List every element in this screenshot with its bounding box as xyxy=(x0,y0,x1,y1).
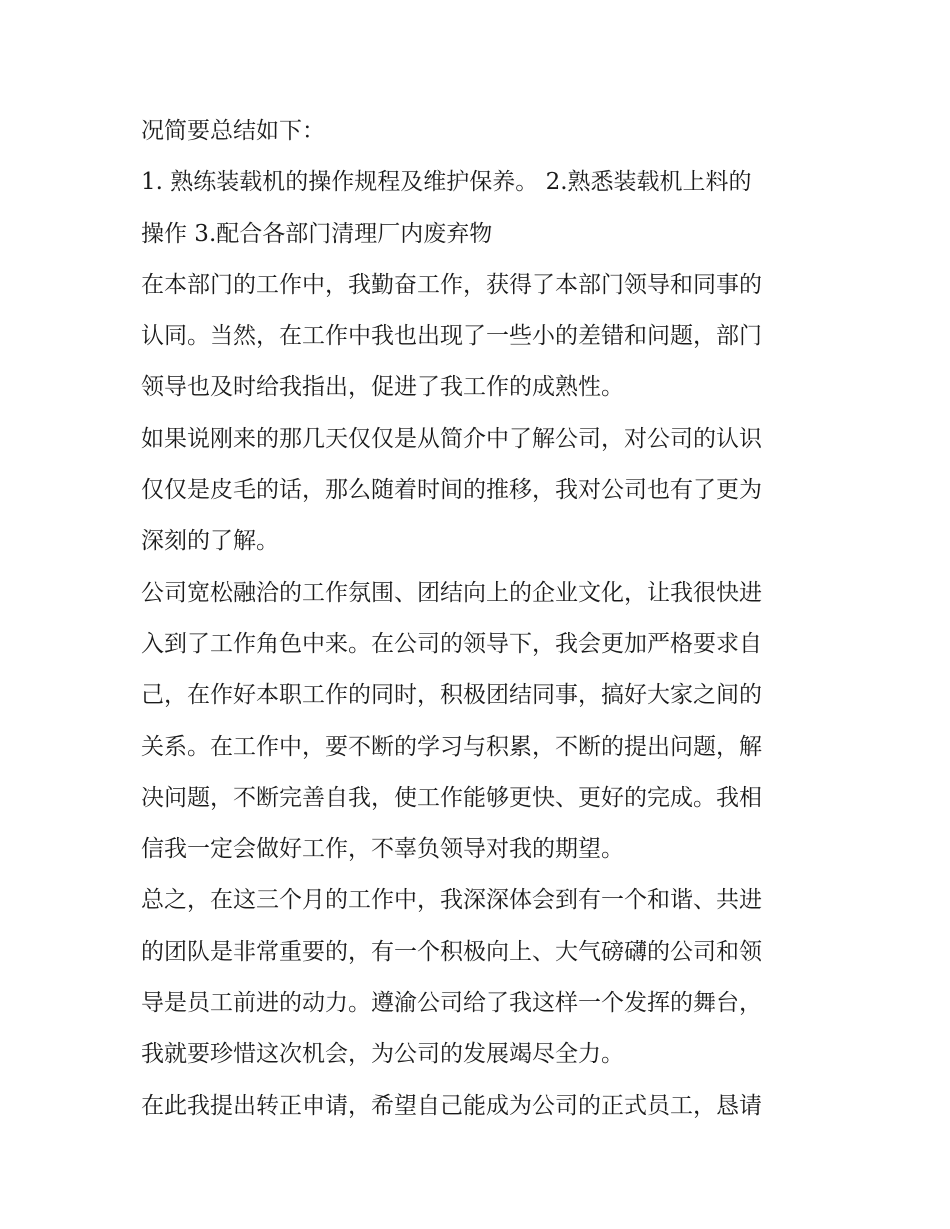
text-line: 领导也及时给我指出，促进了我工作的成熟性。 xyxy=(141,374,624,401)
text-line: 况简要总结如下： xyxy=(141,118,325,144)
text-line: 如果说刚来的那几天仅仅是从简介中了解公司，对公司的认识 xyxy=(141,425,762,452)
text-line: 我就要珍惜这次机会，为公司的发展竭尽全力。 xyxy=(141,1041,624,1068)
text-line: 入到了工作角色中来。在公司的领导下，我会更加严格要求自 xyxy=(141,630,762,657)
text-line: 导是员工前进的动力。遵渝公司给了我这样一个发挥的舞台， xyxy=(141,990,762,1017)
text-line: 决问题，不断完善自我，使工作能够更快、更好的完成。我相 xyxy=(141,784,762,811)
text-line: 在此我提出转正申请，希望自己能成为公司的正式员工，恳请 xyxy=(141,1092,762,1119)
text-line: 公司宽松融洽的工作氛围、团结向上的企业文化，让我很快进 xyxy=(141,579,762,606)
text-line: 在本部门的工作中，我勤奋工作，获得了本部门领导和同事的 xyxy=(141,271,762,298)
text-line: 1. 熟练装载机的操作规程及维护保养。 2.熟悉装载机上料的 xyxy=(141,169,752,196)
text-line: 认同。当然，在工作中我也出现了一些小的差错和问题，部门 xyxy=(141,323,762,350)
text-line: 的团队是非常重要的，有一个积极向上、大气磅礴的公司和领 xyxy=(141,938,762,965)
text-line: 己，在作好本职工作的同时，积极团结同事，搞好大家之间的 xyxy=(141,682,762,709)
text-line: 操作 3.配合各部门清理厂内废弃物 xyxy=(141,220,493,247)
text-line: 仅仅是皮毛的话，那么随着时间的推移，我对公司也有了更为 xyxy=(141,477,762,504)
text-line: 信我一定会做好工作，不辜负领导对我的期望。 xyxy=(141,836,624,863)
text-line: 深刻的了解。 xyxy=(141,528,279,555)
text-line: 关系。在工作中，要不断的学习与积累，不断的提出问题，解 xyxy=(141,733,762,760)
document-body xyxy=(141,106,821,1132)
text-line: 总之，在这三个月的工作中，我深深体会到有一个和谐、共进 xyxy=(141,887,762,914)
